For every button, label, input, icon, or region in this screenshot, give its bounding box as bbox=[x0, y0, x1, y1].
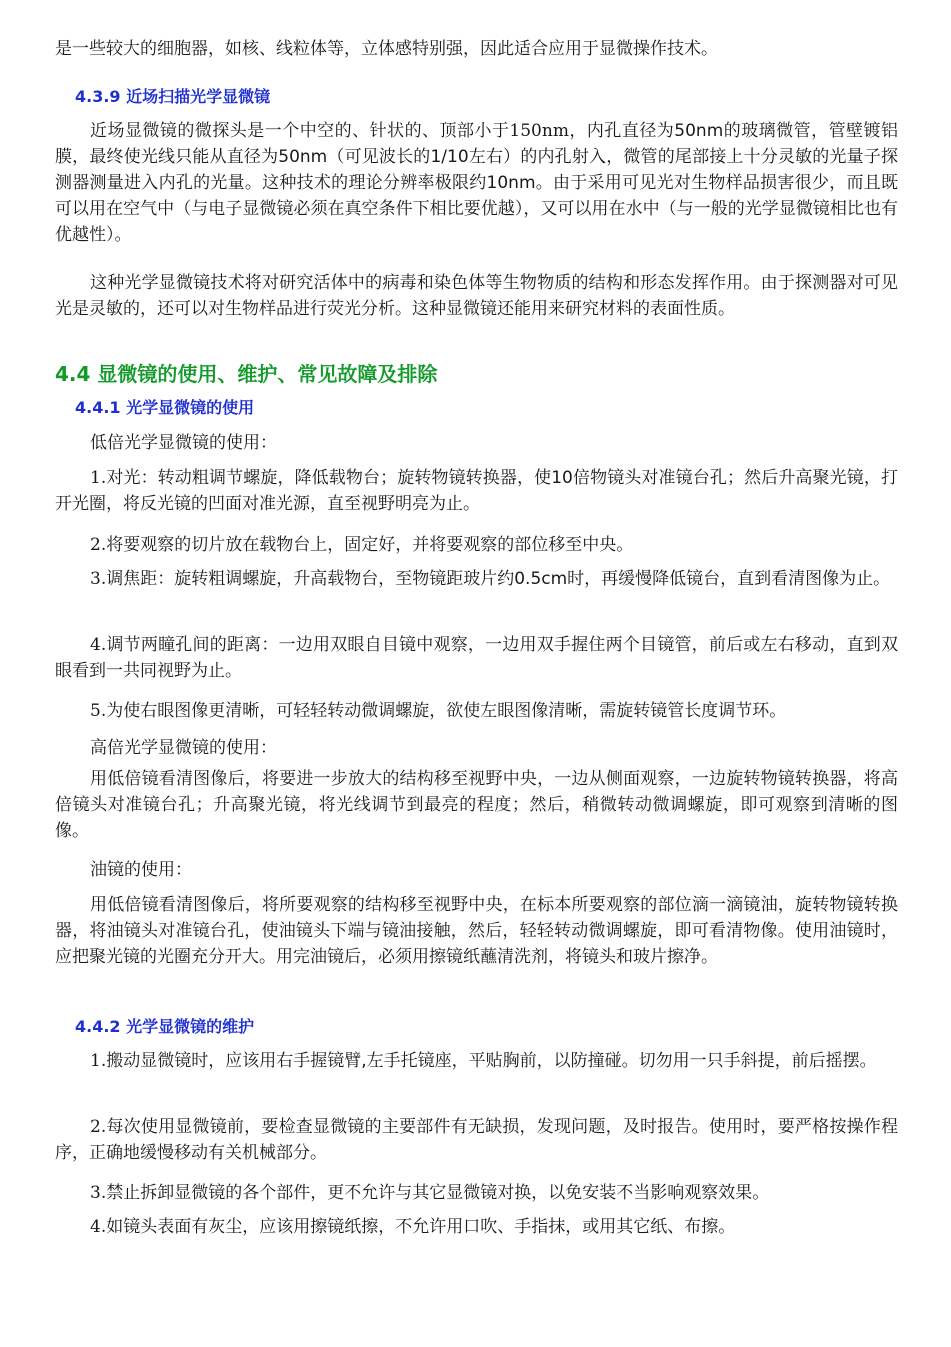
high-power-label: 高倍光学显微镜的使用： bbox=[90, 738, 277, 758]
step-number: 4. bbox=[90, 635, 107, 655]
item-number: 1. bbox=[90, 1051, 107, 1071]
heading-4-4-2: 4.4.2 光学显微镜的维护 bbox=[75, 1017, 255, 1036]
low-power-step-1 bbox=[55, 465, 898, 517]
step-text: 调节两瞳孔间的距离：一边用双眼自目镜中观察，一边用双手握住两个目镜管，前后或左右移动，直到双眼看到一共同视野为止。 bbox=[55, 635, 898, 681]
step-text: 调焦距：旋转粗调螺旋，升高载物台，至物镜距玻片约0.5cm时，再缓慢降低镜台，直到看清图像为止。 bbox=[106, 569, 891, 589]
low-power-step-3 bbox=[55, 566, 898, 592]
step-number: 5. bbox=[90, 701, 107, 721]
low-power-label: 低倍光学显微镜的使用： bbox=[90, 433, 277, 453]
step-text: 为使右眼图像更清晰，可轻轻转动微调螺旋，欲使左眼图像清晰，需旋转镜管长度调节环。 bbox=[106, 701, 787, 721]
item-number: 2. bbox=[90, 1117, 107, 1137]
maintenance-item-1 bbox=[55, 1048, 898, 1074]
item-number: 3. bbox=[90, 1183, 107, 1203]
step-text: 对光：转动粗调节螺旋，降低载物台；旋转物镜转换器，使10倍物镜头对准镜台孔；然后升高聚光镜，打开光圈，将反光镜的凹面对准光源，直至视野明亮为止。 bbox=[55, 468, 898, 514]
oil-immersion-body: 用低倍镜看清图像后，将所要观察的结构移至视野中央，在标本所要观察的部位滴一滴镜油，旋转物镜转换器，将油镜头对准镜台孔，使油镜头下端与镜油接触，然后，轻轻转动微调螺旋，即可看清物像。使用油镜时，应把聚光镜的光圈充分开大。用完油镜后，必须用擦镜纸蘸清洗剂，将镜头和玻片擦净。 bbox=[55, 895, 898, 967]
step-number: 1. bbox=[90, 468, 107, 488]
high-power-body: 用低倍镜看清图像后，将要进一步放大的结构移至视野中央，一边从侧面观察，一边旋转物镜转换器，将高倍镜头对准镜台孔；升高聚光镜，将光线调节到最亮的程度；然后，稍微转动微调螺旋，即可观察到清晰的图像。 bbox=[55, 769, 898, 841]
maintenance-item-3 bbox=[55, 1180, 898, 1206]
item-number: 4. bbox=[90, 1217, 107, 1237]
near-field-text-serif: 近场显微镜的微探头是一个中空的、针状的、顶部小于150nm， bbox=[90, 121, 587, 141]
near-field-text-sans: 内孔直径为50nm的玻璃微管，管壁镀铝膜，最终使光线只能从直径为50nm（可见波长的1/10左右）的内孔射入，微管的尾部接上十分灵敏的光量子探测器测量进入内孔的光量。这种技术的理论分辨率极限约10nm。由于采用可见光对生物样品损害很少，而且既可以用在空气中（与电子显微镜必须在真空条件下相比要优越），又可以用在水中（与一般的光学显微镜相比也有优越性）。 bbox=[55, 121, 899, 245]
maintenance-item-4 bbox=[55, 1214, 898, 1240]
heading-4-4: 4.4 显微镜的使用、维护、常见故障及排除 bbox=[55, 362, 438, 386]
step-number: 3. bbox=[90, 569, 107, 589]
item-text: 搬动显微镜时，应该用右手握镜臂,左手托镜座，平贴胸前，以防撞碰。切勿用一只手斜提，前后摇摆。 bbox=[106, 1051, 877, 1071]
step-number: 2. bbox=[90, 535, 107, 555]
item-text: 每次使用显微镜前，要检查显微镜的主要部件有无缺损，发现问题，及时报告。使用时，要严格按操作程序，正确地缓慢移动有关机械部分。 bbox=[55, 1117, 898, 1163]
item-text: 禁止拆卸显微镜的各个部件，更不允许与其它显微镜对换，以免安装不当影响观察效果。 bbox=[106, 1183, 770, 1203]
heading-4-4-1: 4.4.1 光学显微镜的使用 bbox=[75, 398, 255, 417]
item-text: 如镜头表面有灰尘，应该用擦镜纸擦，不允许用口吹、手指抹，或用其它纸、布擦。 bbox=[106, 1217, 736, 1237]
low-power-step-5 bbox=[55, 698, 898, 724]
low-power-step-2 bbox=[55, 532, 898, 558]
step-text: 将要观察的切片放在载物台上，固定好，并将要观察的部位移至中央。 bbox=[106, 535, 634, 555]
low-power-step-4 bbox=[55, 632, 898, 684]
paragraph-top: 是一些较大的细胞器，如核、线粒体等，立体感特别强，因此适合应用于显微操作技术。 bbox=[55, 39, 718, 59]
paragraph-near-field-2: 这种光学显微镜技术将对研究活体中的病毒和染色体等生物物质的结构和形态发挥作用。由于探测器对可见光是灵敏的，还可以对生物样品进行荧光分析。这种显微镜还能用来研究材料的表面性质。 bbox=[55, 273, 898, 319]
oil-immersion-label: 油镜的使用： bbox=[90, 860, 192, 880]
heading-4-3-9: 4.3.9 近场扫描光学显微镜 bbox=[75, 87, 271, 106]
paragraph-near-field-1 bbox=[55, 118, 898, 248]
maintenance-item-2 bbox=[55, 1114, 898, 1166]
